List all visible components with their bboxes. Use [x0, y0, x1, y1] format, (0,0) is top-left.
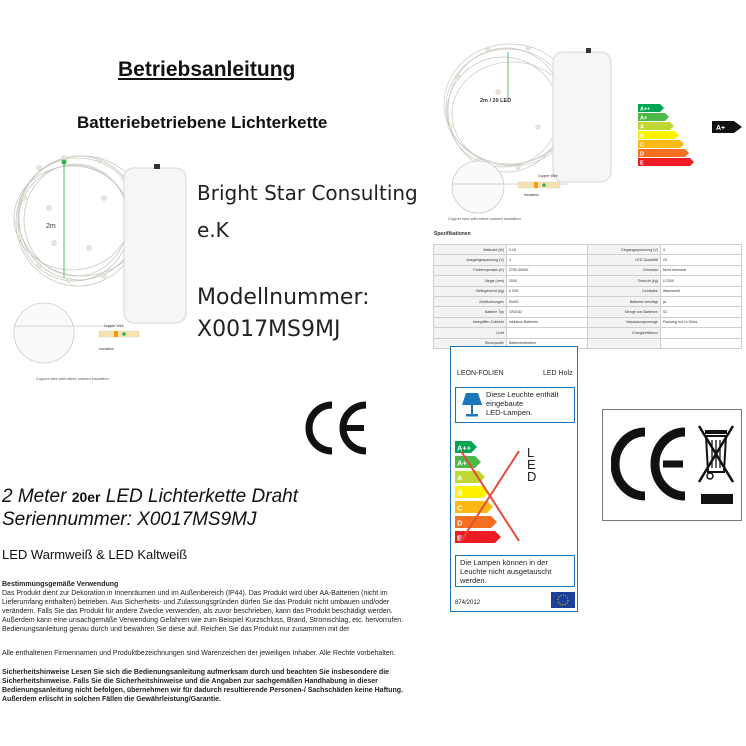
spec-table	[433, 244, 742, 349]
spec-value: 0.15	[506, 245, 587, 255]
usage-line: verändern. Falls Sie das Produkt für andere Zwecke verwenden, als zuvor beschrieben, kann das Produkt beschädigt werden.	[2, 608, 393, 615]
ep-energy-class-label: A+	[457, 458, 467, 468]
energy-rating-top	[638, 104, 742, 170]
ep-label-card	[450, 346, 578, 612]
spec-value: CR2032	[506, 307, 587, 317]
spec-value: 4	[660, 245, 741, 255]
spec-value: ja	[660, 296, 741, 306]
ce-weee-box	[602, 409, 742, 521]
ep-energy-class-label: D	[457, 518, 463, 528]
energy-class-label: E	[640, 160, 644, 167]
model-number-value: X0017MS9MJ	[197, 317, 341, 342]
spec-value: Nicht dimmbar	[660, 265, 741, 275]
usage-line: Bedienungsanleitung genau durch und bewahren Sie diese auf. Reichen Sie das Produkt nur zusammen mit der	[2, 626, 350, 633]
company-name-line2: e.K	[197, 218, 229, 242]
spec-value: S2	[660, 307, 741, 317]
insulation-label: Insulation	[99, 347, 114, 351]
length-label-right: 2m / 20 LED	[480, 98, 512, 104]
energy-class-bar	[638, 158, 694, 166]
copper-wire-label: Copper Wire	[104, 324, 124, 328]
lamp-icon	[460, 391, 484, 419]
spec-row	[434, 265, 742, 275]
energy-class-bar	[638, 149, 689, 157]
spec-value	[506, 328, 587, 338]
copper-wire-label-right: Copper Wire	[538, 174, 558, 178]
energy-class-label: B	[640, 133, 644, 140]
battery-box-right	[553, 52, 611, 182]
ep-energy-class-label: B	[457, 488, 463, 498]
spec-label: Länge (mm)	[434, 276, 507, 286]
document-subtitle: Batteriebetriebene Lichterkette	[77, 113, 328, 132]
spec-row	[434, 276, 742, 286]
ep-regulation: 874/2012	[455, 600, 481, 606]
ce-mark-left	[304, 399, 372, 457]
ep-energy-class-label: C	[457, 503, 463, 513]
usage-section	[2, 580, 442, 634]
usage-heading: Bestimmungsgemäße Verwendung	[2, 581, 119, 588]
spec-label: Ausgangsspannung (V)	[434, 255, 507, 265]
usage-line: Außerdem kann eine unsachgemäße Verwendung Gefahren wie zum Beispiel Kurzschluss, Brand, Stromschlag, etc. hervorrufen.	[2, 617, 404, 624]
led-vertical-letter: E	[527, 457, 536, 472]
spec-value: RoHS	[506, 296, 587, 306]
company-name-line1: Bright Star Consulting	[197, 181, 418, 205]
energy-class-bar	[638, 140, 684, 148]
spec-row	[434, 328, 742, 338]
spec-value: 2700-3000K	[506, 265, 587, 275]
energy-class-label: A+	[640, 115, 648, 122]
energy-class-label: A++	[640, 106, 651, 113]
spec-label: Batterie Typ	[434, 307, 507, 317]
spec-row	[434, 255, 742, 265]
energy-class-label: A	[640, 124, 644, 131]
usage-line: Das Produkt dient zur Dekoration in Innenräumen und im Außenbereich (IP44). Das Produkt wird über AA-Batterien (nicht im	[2, 590, 388, 597]
eu-flag-icon	[551, 592, 575, 608]
length-label: 2m	[46, 223, 56, 230]
product-description: 2 Meter 20er LED Lichterkette Draht	[2, 486, 298, 507]
led-vertical-letter: L	[527, 445, 535, 460]
photo-caption-right: Copper wire with silver-colored insulation	[448, 216, 521, 221]
spec-label: Wattzahl (W)	[434, 245, 507, 255]
ep-info-box	[455, 387, 575, 423]
spec-label: Stromquelle	[434, 338, 507, 348]
photo-caption: Copper wire with silver-colored insulation	[36, 376, 109, 381]
spec-label: Zertifizierungen	[434, 296, 507, 306]
spec-label: Lichtfarbe	[587, 286, 660, 296]
spec-label: Nettogewicht (kg)	[434, 286, 507, 296]
spec-row	[434, 245, 742, 255]
ep-energy-class-label: A++	[457, 443, 472, 453]
ce-mark-right	[611, 424, 689, 504]
spec-value: 2000	[506, 276, 587, 286]
spec-label: Verpackungsmenge	[587, 317, 660, 327]
led-types: LED Warmweiß & LED Kaltweiß	[2, 547, 188, 562]
spec-label: Energieeffizienz	[587, 328, 660, 338]
ep-energy-class-label: E	[457, 533, 463, 543]
ep-info-text: Diese Leuchte enthält eingebaute LED-Lampen.	[486, 390, 559, 417]
energy-class-label: C	[640, 142, 644, 149]
safety-line: Außerdem erlischt in solchen Fällen die Gewährleistung/Garantie.	[2, 696, 221, 703]
battery-box	[124, 168, 186, 323]
safety-section	[2, 668, 442, 704]
spec-title: Spezifikationen	[434, 231, 471, 237]
spec-label: Gewicht (kg)	[587, 276, 660, 286]
spec-value: Inklusive Batterien	[506, 317, 587, 327]
spec-row	[434, 286, 742, 296]
spec-row	[434, 307, 742, 317]
ep-energy-scale	[455, 441, 575, 553]
spec-label: Licht	[434, 328, 507, 338]
energy-class-bar	[638, 131, 679, 139]
spec-label: Dimmbar	[587, 265, 660, 275]
spec-label: Menge von Batterien	[587, 307, 660, 317]
spec-value: 0.2300	[660, 276, 741, 286]
safety-line: Sicherheitshinweise Lesen Sie sich die Bedienungsanleitung aufmerksam durch und beachten Sie insbesondere die	[2, 669, 390, 676]
ep-energy-class-label: A	[457, 473, 463, 483]
energy-class-label: D	[640, 151, 644, 158]
usage-line: Lieferumfang enthalten) betrieben. Aus Sicherheits- und Zulassungsgründen dürfen Sie das Produkt nicht umbauen und/oder	[2, 599, 390, 606]
led-vertical-letter: D	[527, 469, 537, 484]
document-title: Betriebsanleitung	[118, 58, 296, 81]
ep-product: LED Holz	[543, 370, 573, 377]
spec-value: 0.208	[506, 286, 587, 296]
ep-note-text: Die Lampen können in der Leuchte nicht ausgetauscht werden.	[460, 558, 552, 585]
spec-value: 4	[506, 255, 587, 265]
spec-value: Batteriebetrieben	[506, 338, 587, 348]
insulation-label-right: Insulation	[524, 193, 539, 197]
spec-label: LED Quantität	[587, 255, 660, 265]
product-photo-right	[428, 32, 628, 230]
spec-value: Packung mit 1x Stück	[660, 317, 741, 327]
spec-value	[660, 328, 741, 338]
spec-label: Batterien benötigt	[587, 296, 660, 306]
weee-bin-icon	[697, 422, 737, 514]
safety-line: Sicherheitshinweise. Falls Sie die Sicherheitshinweise und die Angaben zur sachgemäßen Handhabung in dieser	[2, 678, 378, 685]
safety-line: Bedienungsanleitung nicht befolgen, übernehmen wir für dadurch resultierende Personen-/ Sachschäden keine Haftung.	[2, 687, 404, 694]
serial-number: Seriennummer: X0017MS9MJ	[2, 509, 257, 530]
energy-rating-badge-text: A+	[716, 125, 726, 132]
spec-label: Eingangsspannung (V)	[587, 245, 660, 255]
model-number-label: Modellnummer:	[197, 285, 370, 310]
spec-label: Inbegriffen Zubehör	[434, 317, 507, 327]
spec-value	[660, 338, 741, 348]
spec-label	[587, 338, 660, 348]
product-photo-left	[4, 138, 196, 388]
wire-detail-circle	[14, 303, 139, 363]
ep-note-box	[455, 555, 575, 587]
spec-value: 20	[660, 255, 741, 265]
spec-label: Farbtemperatur (K)	[434, 265, 507, 275]
trademark-notice: Alle enthaltenen Firmennamen und Produktbezeichnungen sind Warenzeichen der jeweiligen Inhaber. Alle Rechte vorbehalten.	[2, 650, 396, 657]
spec-row	[434, 296, 742, 306]
ep-brand: LEON-FOLIEN	[457, 370, 504, 377]
spec-row	[434, 317, 742, 327]
spec-value: Warmweiß	[660, 286, 741, 296]
